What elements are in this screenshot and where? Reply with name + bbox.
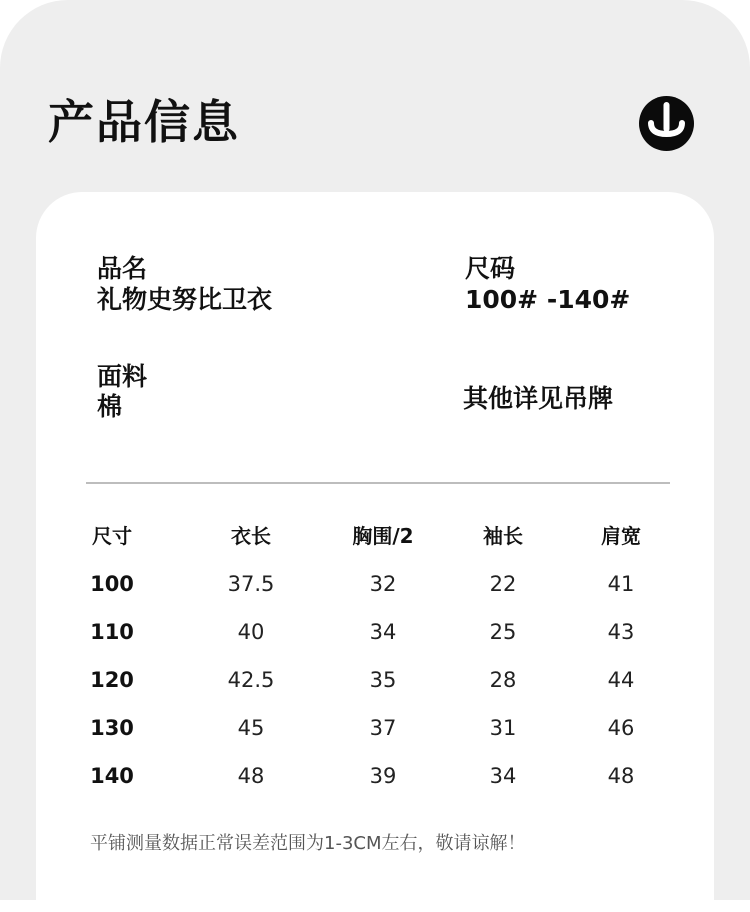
table-cell: 41 [607, 572, 635, 596]
table-cell: 37 [369, 716, 397, 740]
table-row [52, 755, 698, 803]
table-cell: 46 [607, 716, 635, 740]
table-row [52, 563, 698, 611]
size-label: 尺码 [465, 254, 516, 283]
table-cell: 28 [489, 668, 517, 692]
size-value: 100# -140# [465, 285, 631, 314]
size-table [52, 515, 698, 803]
table-row [52, 611, 698, 659]
column-header: 尺寸 [92, 524, 132, 548]
table-cell: 32 [369, 572, 397, 596]
download-arrow-icon [639, 96, 694, 151]
divider [86, 482, 670, 484]
table-cell: 22 [489, 572, 517, 596]
column-header: 衣长 [231, 524, 271, 548]
table-cell: 42.5 [227, 668, 275, 692]
table-cell: 48 [237, 764, 265, 788]
table-cell: 40 [237, 620, 265, 644]
table-cell: 43 [607, 620, 635, 644]
table-cell: 48 [607, 764, 635, 788]
table-cell: 37.5 [227, 572, 275, 596]
name-label: 品名 [97, 254, 148, 283]
table-row [52, 707, 698, 755]
table-cell: 39 [369, 764, 397, 788]
table-cell: 120 [90, 668, 134, 692]
table-cell: 35 [369, 668, 397, 692]
fabric-value: 棉 [97, 392, 123, 421]
column-header: 胸围/2 [352, 524, 414, 548]
measurement-note: 平铺测量数据正常误差范围为1-3CM左右，敬请谅解！ [90, 833, 526, 854]
column-header: 肩宽 [601, 524, 641, 548]
table-cell: 100 [90, 572, 134, 596]
table-cell: 44 [607, 668, 635, 692]
table-cell: 34 [489, 764, 517, 788]
table-cell: 45 [237, 716, 265, 740]
table-cell: 31 [489, 716, 517, 740]
column-header: 袖长 [483, 524, 523, 548]
table-row [52, 659, 698, 707]
name-value: 礼物史努比卫衣 [97, 285, 273, 314]
table-cell: 34 [369, 620, 397, 644]
table-cell: 140 [90, 764, 134, 788]
table-cell: 130 [90, 716, 134, 740]
table-cell: 110 [90, 620, 134, 644]
page-title: 产品信息 [48, 95, 240, 149]
table-cell: 25 [489, 620, 517, 644]
fabric-label: 面料 [97, 362, 148, 391]
tag-note: 其他详见吊牌 [463, 384, 614, 413]
table-header [52, 515, 698, 563]
